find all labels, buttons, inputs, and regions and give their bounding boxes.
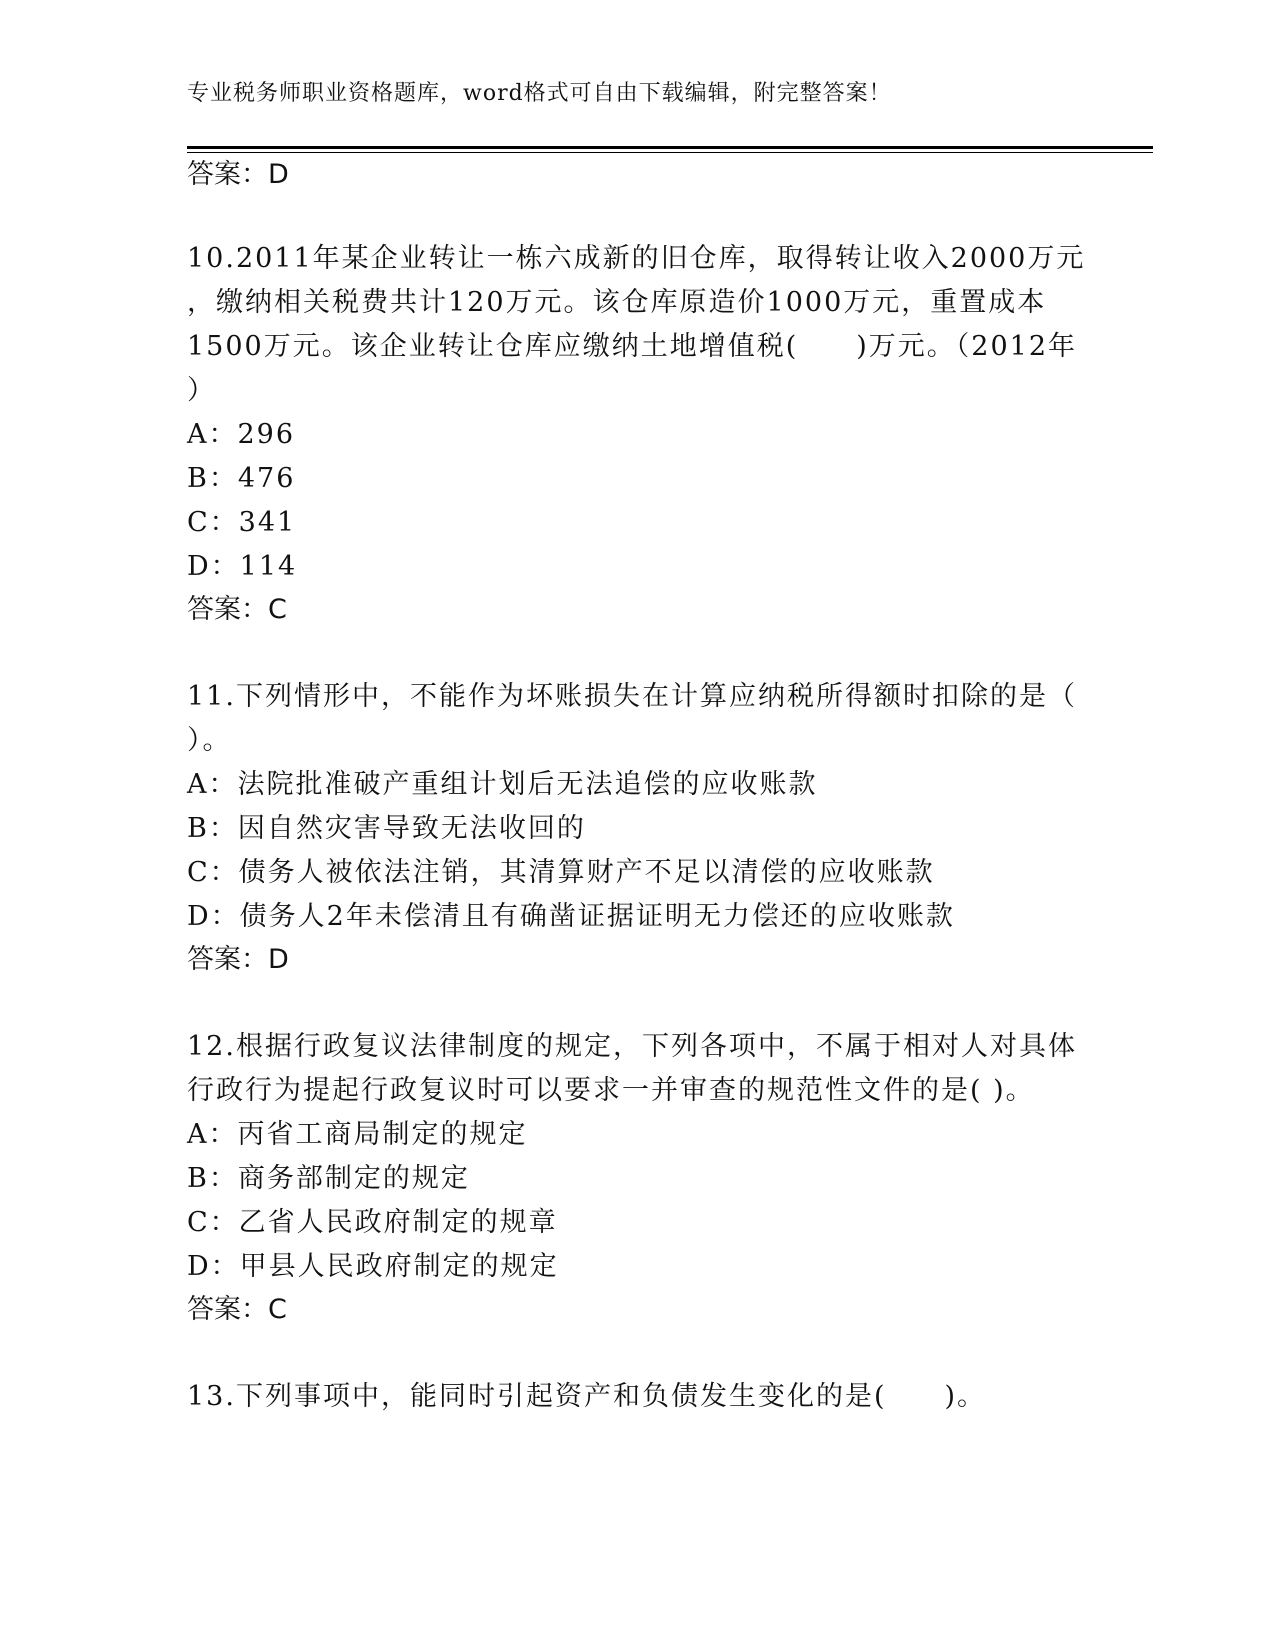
question-11-line-2: ）。: [187, 725, 232, 756]
question-12-option-d: D：甲县人民政府制定的规定: [187, 1251, 559, 1282]
question-12-option-a: A：丙省工商局制定的规定: [187, 1119, 528, 1150]
question-12-option-c: C：乙省人民政府制定的规章: [187, 1207, 558, 1238]
question-12-line-2: 行政行为提起行政复议时可以要求一并审查的规范性文件的是( )。: [187, 1075, 1035, 1106]
question-10-line-4: ）: [187, 375, 216, 406]
question-10-line-3: 1500万元。该企业转让仓库应缴纳土地增值税( )万元。（2012年: [187, 331, 1077, 362]
question-10-option-c: C：341: [187, 507, 297, 538]
page-header: 专业税务师职业资格题库，word格式可自由下载编辑，附完整答案！: [187, 81, 892, 106]
question-11-option-d: D：债务人2年未偿清且有确凿证据证明无力偿还的应收账款: [187, 901, 955, 932]
question-12-line-1: 12.根据行政复议法律制度的规定，下列各项中，不属于相对人对具体: [187, 1031, 1077, 1062]
question-10-line-2: ，缴纳相关税费共计120万元。该仓库原造价1000万元，重置成本: [187, 287, 1047, 318]
question-10-option-b: B：476: [187, 463, 296, 494]
question-10-option-a: A：296: [187, 419, 296, 450]
question-11-option-a: A：法院批准破产重组计划后无法追偿的应收账款: [187, 769, 818, 800]
question-10-option-d: D：114: [187, 551, 298, 582]
header-divider: [187, 146, 1153, 149]
answer-9: 答案：D: [187, 159, 289, 190]
question-11-line-1: 11.下列情形中，不能作为坏账损失在计算应纳税所得额时扣除的是（: [187, 681, 1077, 712]
header-divider-thin: [187, 152, 1153, 153]
question-10-line-1: 10.2011年某企业转让一栋六成新的旧仓库，取得转让收入2000万元: [187, 243, 1086, 274]
question-11-option-b: B：因自然灾害导致无法收回的: [187, 813, 586, 844]
answer-11: 答案：D: [187, 944, 289, 975]
answer-12: 答案：C: [187, 1294, 287, 1325]
question-13-line-1: 13.下列事项中，能同时引起资产和负债发生变化的是( )。: [187, 1381, 987, 1412]
question-11-option-c: C：债务人被依法注销，其清算财产不足以清偿的应收账款: [187, 857, 935, 888]
question-12-option-b: B：商务部制定的规定: [187, 1163, 470, 1194]
answer-10: 答案：C: [187, 594, 287, 625]
